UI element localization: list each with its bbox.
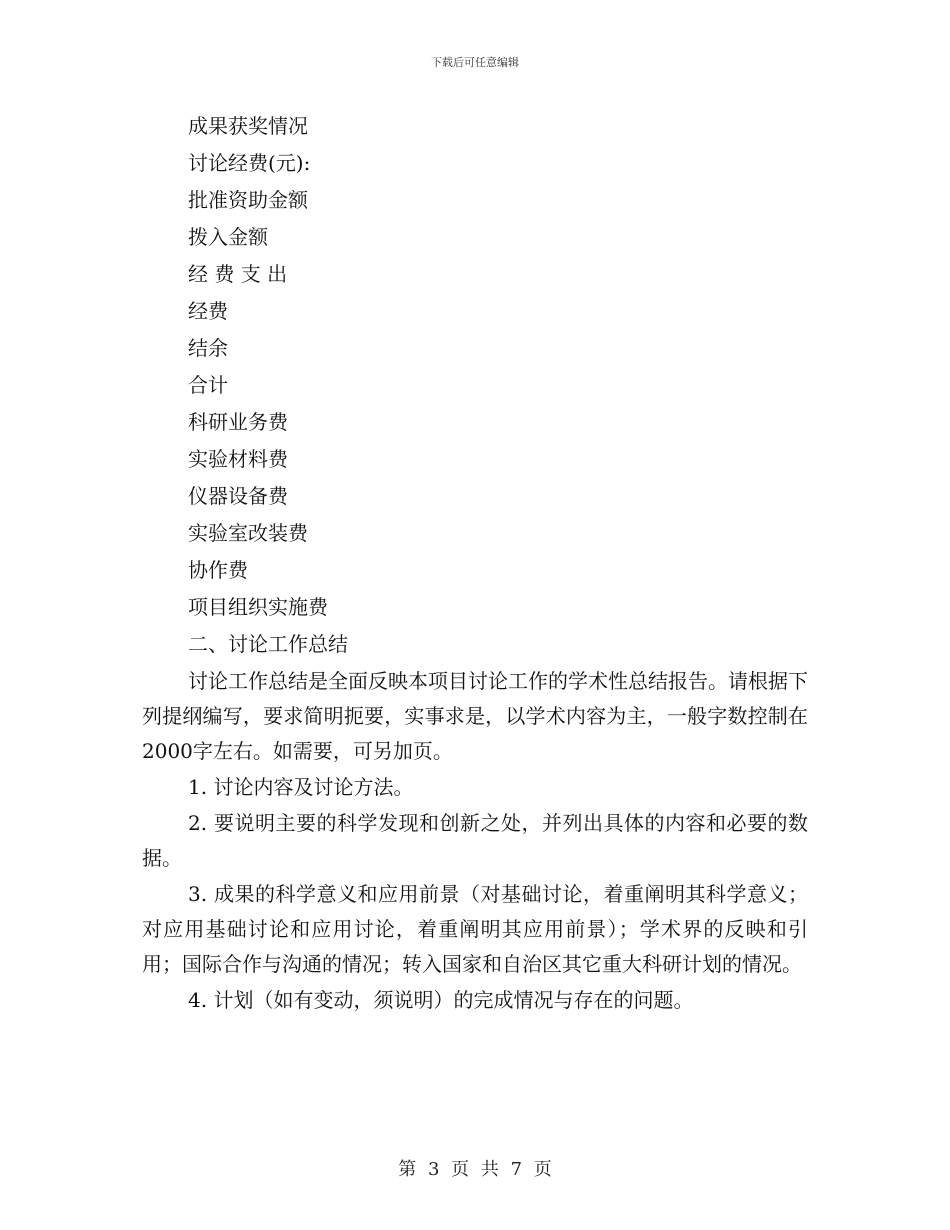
list-item: 合计 — [188, 373, 228, 397]
list-item: 拨入金额 — [188, 225, 268, 249]
list-item: 实验室改装费 — [188, 521, 308, 545]
outline-item-2: 2. 要说明主要的科学发现和创新之处，并列出具体的内容和必要的数据。 — [142, 811, 808, 870]
list-item: 科研业务费 — [188, 410, 288, 434]
list-item: 协作费 — [188, 558, 248, 582]
list-item: 项目组织实施费 — [188, 595, 328, 619]
page-number: 第 3 页 共 7 页 — [398, 1159, 552, 1180]
list-item: 仪器设备费 — [188, 484, 288, 508]
list-item: 经费 — [188, 299, 228, 323]
page-header: 下载后可任意编辑 — [431, 56, 519, 69]
outline-item-3: 3. 成果的科学意义和应用前景（对基础讨论，着重阐明其科学意义；对应用基础讨论和应用讨论，着重阐明其应用前景）；学术界的反映和引用；国际合作与沟通的情况；转入国家和自治区其它重大科研计划的情况。 — [142, 882, 808, 976]
document-body — [142, 108, 808, 1018]
list-item: 结余 — [188, 336, 228, 360]
outline-item-1: 1. 讨论内容及讨论方法。 — [188, 775, 414, 799]
list-item: 成果获奖情况 — [188, 114, 308, 138]
section-heading: 二、讨论工作总结 — [188, 632, 348, 656]
summary-paragraph: 讨论工作总结是全面反映本项目讨论工作的学术性总结报告。请根据下列提纲编写，要求简明扼要，实事求是，以学术内容为主，一般字数控制在2000字左右。如需要，可另加页。 — [142, 669, 808, 763]
list-item: 实验材料费 — [188, 447, 288, 471]
list-item: 讨论经费(元): — [188, 151, 311, 175]
list-item: 经 费 支 出 — [188, 262, 288, 286]
outline-item-4: 4. 计划（如有变动，须说明）的完成情况与存在的问题。 — [188, 988, 694, 1012]
list-item: 批准资助金额 — [188, 188, 308, 212]
